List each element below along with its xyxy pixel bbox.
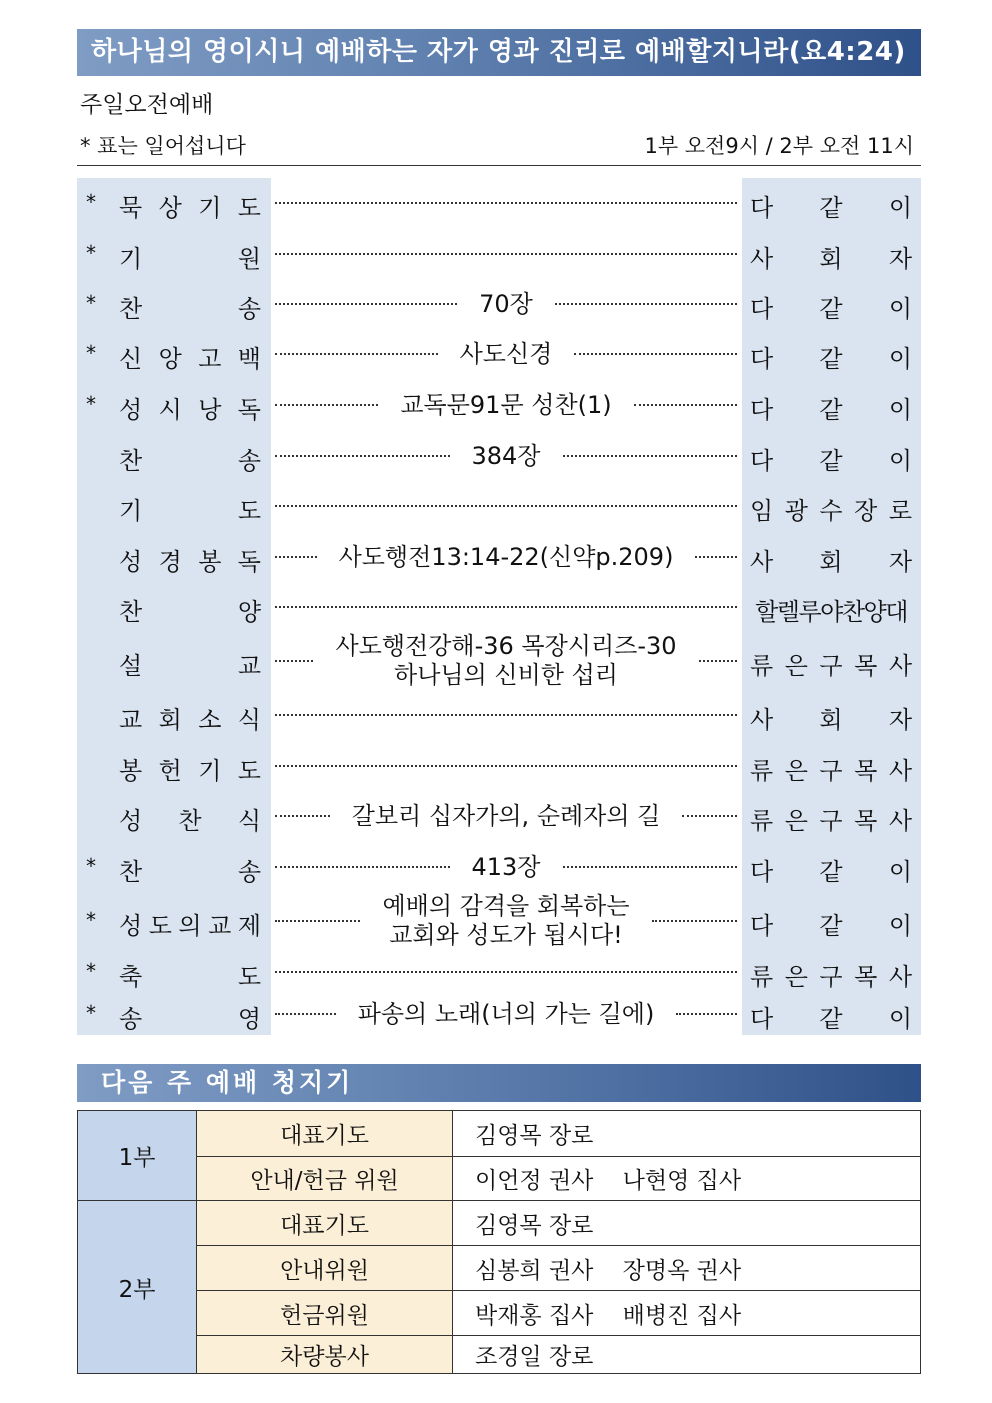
standing-mark: *	[86, 291, 96, 315]
duty-role: 헌금위원	[197, 1291, 453, 1336]
order-item-content: 사도행전13:14-22(신약p.209)	[338, 542, 674, 571]
duty-role: 안내/헌금 위원	[197, 1157, 453, 1201]
standing-mark: *	[86, 959, 96, 983]
service-part: 2부	[78, 1201, 197, 1374]
order-item-leader: 임 광 수 장 로	[750, 497, 912, 525]
order-row	[77, 592, 921, 626]
leader-dots	[275, 714, 737, 716]
duty-person: 심봉희 권사 장명옥 권사	[453, 1246, 921, 1291]
duty-row	[78, 1201, 921, 1246]
order-item-name: 찬 송	[119, 295, 261, 323]
leader-dots	[555, 303, 737, 305]
order-item-name: 찬 송	[119, 447, 261, 475]
order-row	[77, 957, 921, 991]
order-item-name: 찬 양	[119, 598, 261, 626]
standing-mark: *	[86, 908, 96, 932]
duty-role: 안내위원	[197, 1246, 453, 1291]
order-item-leader: 다 같 이	[750, 345, 912, 373]
leader-dots	[275, 253, 737, 255]
duty-row	[78, 1111, 921, 1157]
order-item-name: 찬 송	[119, 858, 261, 886]
order-item-name: 송 영	[119, 1005, 261, 1033]
leader-dots	[275, 353, 438, 355]
service-title: 주일오전예배	[80, 92, 214, 118]
leader-dots	[563, 866, 738, 868]
leader-dots	[275, 404, 378, 406]
verse-banner: 하나님의 영이시니 예배하는 자가 영과 진리로 예배할지니라(요4:24)	[77, 29, 921, 76]
duty-row	[78, 1336, 921, 1374]
order-item-name: 설 교	[119, 652, 261, 680]
order-row	[77, 801, 921, 835]
order-item-name: 성 찬 식	[119, 807, 261, 835]
order-item-detail	[275, 852, 737, 882]
order-row	[77, 700, 921, 734]
order-item-leader: 사 회 자	[750, 548, 912, 576]
order-row	[77, 852, 921, 886]
order-item-leader: 다 같 이	[750, 1005, 912, 1033]
duty-row	[78, 1291, 921, 1336]
order-row	[77, 999, 921, 1033]
order-item-leader: 류 은 구 목 사	[750, 757, 912, 785]
order-item-content: 사도신경	[459, 339, 553, 368]
order-row	[77, 893, 921, 949]
order-item-name: 기 도	[119, 497, 261, 525]
leader-dots	[652, 920, 737, 922]
order-row	[77, 239, 921, 273]
order-item-leader: 류 은 구 목 사	[750, 652, 912, 680]
leader-dots	[563, 455, 738, 457]
duty-person: 김영목 장로	[453, 1111, 921, 1157]
duty-person: 김영목 장로	[453, 1201, 921, 1246]
order-item-detail	[275, 801, 737, 831]
order-item-name: 축 도	[119, 963, 261, 991]
leader-dots	[275, 455, 450, 457]
order-row	[77, 751, 921, 785]
order-item-content: 384장	[471, 441, 541, 470]
duty-row	[78, 1157, 921, 1201]
order-item-detail	[275, 700, 737, 730]
leader-dots	[682, 815, 737, 817]
order-item-content: 413장	[471, 852, 541, 881]
order-row	[77, 633, 921, 689]
standing-mark: *	[86, 190, 96, 214]
order-item-leader: 다 같 이	[750, 396, 912, 424]
order-item-leader: 사 회 자	[750, 706, 912, 734]
service-times: 1부 오전9시 / 2부 오전 11시	[644, 134, 914, 158]
leader-dots	[275, 815, 330, 817]
order-item-leader: 다 같 이	[750, 295, 912, 323]
order-row	[77, 390, 921, 424]
service-part: 1부	[78, 1111, 197, 1201]
order-item-leader: 다 같 이	[750, 447, 912, 475]
order-row	[77, 491, 921, 525]
duty-person: 박재홍 집사 배병진 집사	[453, 1291, 921, 1336]
order-item-name: 성 도 의 교 제	[119, 912, 261, 940]
standing-mark: *	[86, 341, 96, 365]
order-row	[77, 339, 921, 373]
order-item-detail	[275, 188, 737, 218]
order-item-content: 70장	[479, 289, 533, 318]
order-item-leader: 다 같 이	[750, 912, 912, 940]
order-item-leader: 류 은 구 목 사	[750, 963, 912, 991]
leader-dots	[275, 971, 737, 973]
order-item-detail	[275, 289, 737, 319]
order-item-detail	[275, 957, 737, 987]
order-item-name: 기 원	[119, 245, 261, 273]
order-item-leader: 다 같 이	[750, 194, 912, 222]
leader-dots	[275, 765, 737, 767]
duty-row	[78, 1246, 921, 1291]
leader-dots	[634, 404, 737, 406]
order-item-detail	[275, 592, 737, 622]
duty-person: 이언정 권사 나현영 집사	[453, 1157, 921, 1201]
leader-dots	[699, 660, 737, 662]
leader-dots	[275, 660, 313, 662]
order-item-name: 신 앙 고 백	[119, 345, 261, 373]
order-item-detail	[275, 239, 737, 269]
leader-dots	[676, 1013, 737, 1015]
order-item-name: 교 회 소 식	[119, 706, 261, 734]
order-item-content: 사도행전강해-36 목장시리즈-30 하나님의 신비한 섭리	[335, 632, 677, 689]
standing-note: * 표는 일어섭니다	[80, 134, 246, 158]
order-item-detail	[275, 491, 737, 521]
order-item-detail	[275, 390, 737, 420]
order-item-leader: 다 같 이	[750, 858, 912, 886]
order-item-detail	[275, 441, 737, 471]
next-week-duty-table	[77, 1110, 921, 1374]
standing-mark: *	[86, 1001, 96, 1025]
order-item-leader: 사 회 자	[750, 245, 912, 273]
duty-role: 차량봉사	[197, 1336, 453, 1374]
next-week-title: 다음 주 예배 청지기	[77, 1064, 921, 1102]
leader-dots	[275, 556, 317, 558]
order-row	[77, 188, 921, 222]
order-item-content: 파송의 노래(너의 가는 길에)	[357, 999, 655, 1028]
order-item-content: 갈보리 십자가의, 순례자의 길	[351, 801, 661, 830]
order-item-name: 성 경 봉 독	[119, 548, 261, 576]
order-row	[77, 289, 921, 323]
leader-dots	[275, 866, 450, 868]
order-item-detail	[275, 633, 737, 689]
header-divider	[77, 165, 921, 166]
order-item-name: 성 시 낭 독	[119, 396, 261, 424]
standing-mark: *	[86, 392, 96, 416]
order-item-detail	[275, 542, 737, 572]
order-item-detail	[275, 999, 737, 1029]
order-item-leader: 할렐루야찬양대	[755, 598, 907, 626]
duty-person: 조경일 장로	[453, 1336, 921, 1374]
order-item-content: 예배의 감격을 회복하는 교회와 성도가 됩시다!	[382, 892, 630, 949]
order-item-leader: 류 은 구 목 사	[750, 807, 912, 835]
leader-dots	[275, 303, 457, 305]
leader-dots	[275, 202, 737, 204]
standing-mark: *	[86, 854, 96, 878]
order-row	[77, 441, 921, 475]
leader-dots	[275, 920, 360, 922]
order-item-detail	[275, 893, 737, 949]
order-item-content: 교독문91문 성찬(1)	[400, 390, 612, 419]
order-item-name: 봉 헌 기 도	[119, 757, 261, 785]
order-item-detail	[275, 751, 737, 781]
leader-dots	[275, 505, 737, 507]
leader-dots	[275, 1013, 336, 1015]
order-item-detail	[275, 339, 737, 369]
leader-dots	[695, 556, 737, 558]
leader-dots	[574, 353, 737, 355]
standing-mark: *	[86, 241, 96, 265]
duty-role: 대표기도	[197, 1111, 453, 1157]
order-row	[77, 542, 921, 576]
duty-role: 대표기도	[197, 1201, 453, 1246]
order-item-name: 묵 상 기 도	[119, 194, 261, 222]
leader-dots	[275, 606, 737, 608]
